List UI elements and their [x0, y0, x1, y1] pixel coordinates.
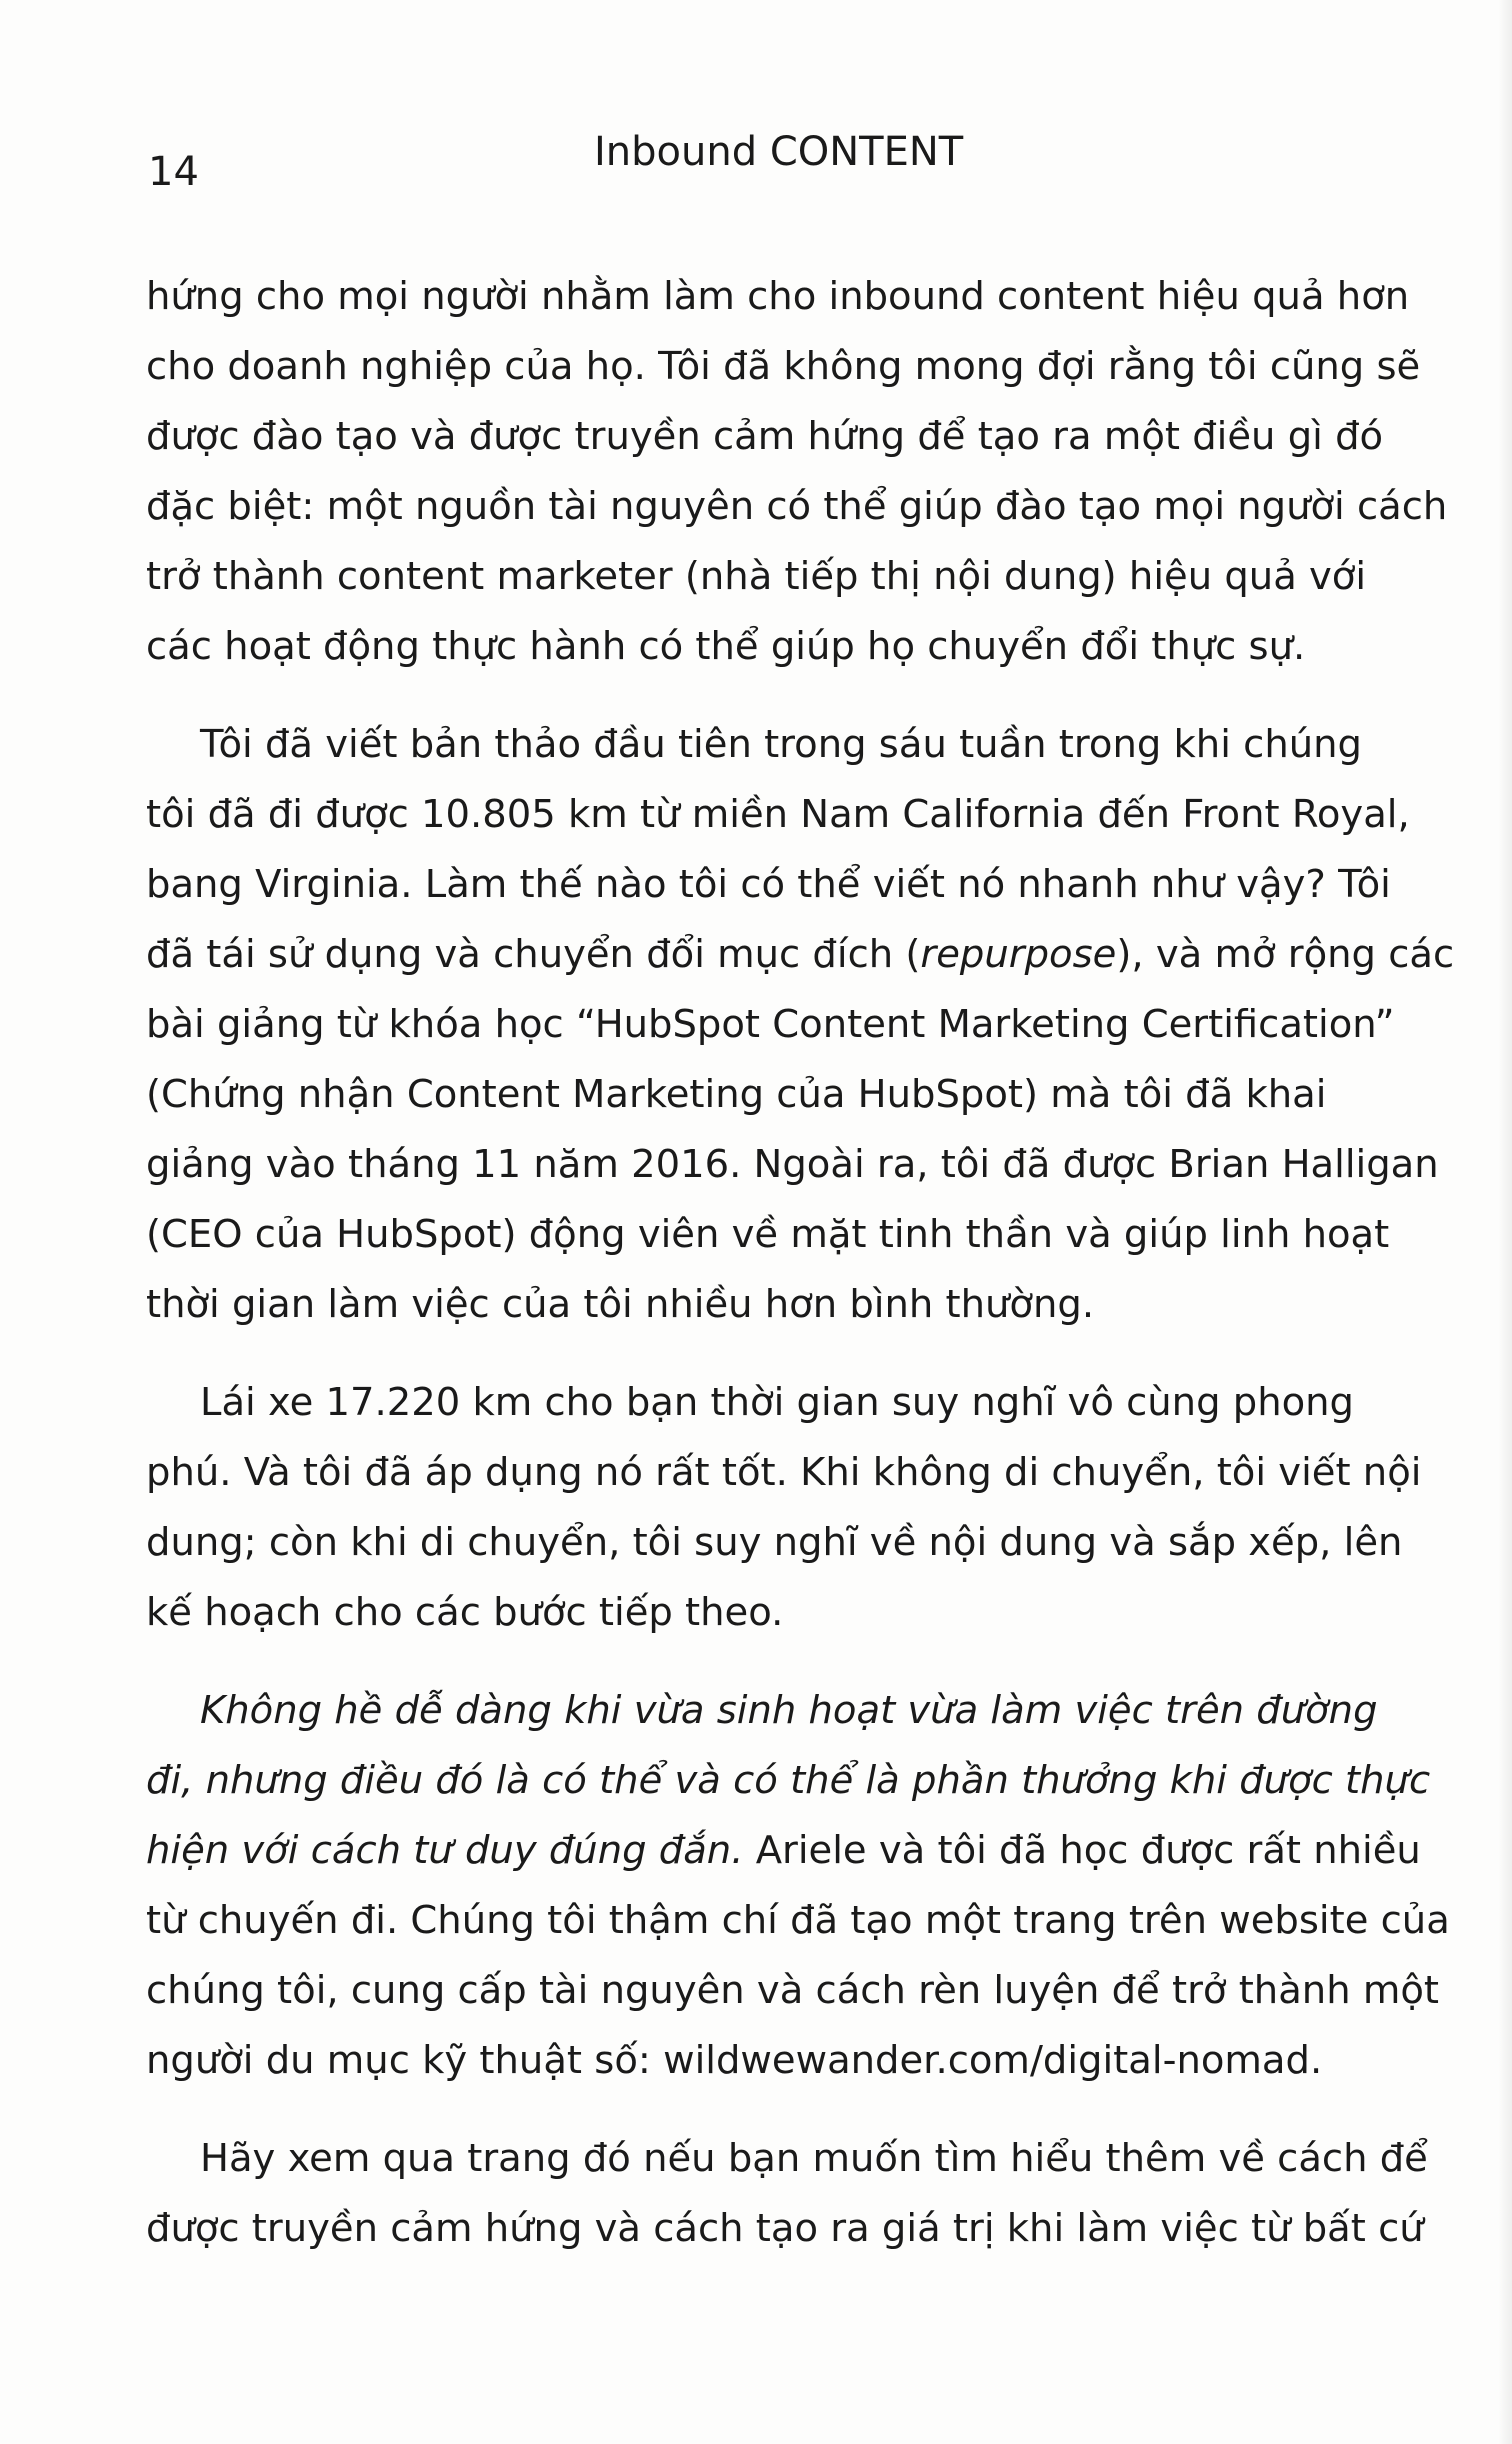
paragraph-4	[146, 1676, 1450, 2096]
text-segment: đã tái sử dụng và chuyển đổi mục đích (	[146, 932, 921, 977]
paragraph-5	[146, 2124, 1428, 2264]
text-line: bài giảng từ khóa học “HubSpot Content Marketing Certification”	[146, 1002, 1395, 1047]
text-line: người du mục kỹ thuật số: wildwewander.com/digital-nomad.	[146, 2038, 1323, 2083]
italic-term: repurpose	[920, 932, 1117, 977]
running-title: Inbound CONTENT	[594, 129, 964, 175]
paragraph-2	[146, 710, 1455, 1340]
text-line: Tôi đã viết bản thảo đầu tiên trong sáu tuần trong khi chúng	[200, 722, 1362, 767]
text-line: dung; còn khi di chuyển, tôi suy nghĩ về nội dung và sắp xếp, lên	[146, 1520, 1403, 1565]
text-segment: Ariele và tôi đã học được rất nhiều	[743, 1828, 1421, 1873]
text-line: kế hoạch cho các bước tiếp theo.	[146, 1590, 784, 1635]
text-line: cho doanh nghiệp của họ. Tôi đã không mong đợi rằng tôi cũng sẽ	[146, 344, 1421, 389]
text-line: được đào tạo và được truyền cảm hứng để tạo ra một điều gì đó	[146, 414, 1384, 459]
italic-segment: hiện với cách tư duy đúng đắn.	[146, 1828, 744, 1873]
paragraph-1	[146, 262, 1448, 682]
text-line: chúng tôi, cung cấp tài nguyên và cách rèn luyện để trở thành một	[146, 1968, 1439, 2013]
text-line: đặc biệt: một nguồn tài nguyên có thể giúp đào tạo mọi người cách	[146, 484, 1448, 529]
text-line: các hoạt động thực hành có thể giúp họ chuyển đổi thực sự.	[146, 624, 1306, 669]
page-edge-shadow	[1498, 0, 1512, 2444]
text-line: tôi đã đi được 10.805 km từ miền Nam California đến Front Royal,	[146, 792, 1410, 837]
text-line: trở thành content marketer (nhà tiếp thị nội dung) hiệu quả với	[146, 554, 1367, 599]
text-line: thời gian làm việc của tôi nhiều hơn bình thường.	[146, 1282, 1095, 1327]
page-number: 14	[148, 149, 199, 195]
paragraph-3	[146, 1368, 1422, 1648]
body-text	[146, 262, 1455, 2264]
text-line: từ chuyến đi. Chúng tôi thậm chí đã tạo một trang trên website của	[146, 1898, 1450, 1943]
italic-line: Không hề dễ dàng khi vừa sinh hoạt vừa làm việc trên đường	[200, 1688, 1378, 1733]
text-line-mixed	[146, 1816, 1421, 1886]
text-line: bang Virginia. Làm thế nào tôi có thể viết nó nhanh như vậy? Tôi	[146, 862, 1391, 907]
text-line: giảng vào tháng 11 năm 2016. Ngoài ra, tôi đã được Brian Halligan	[146, 1142, 1439, 1187]
text-line: Lái xe 17.220 km cho bạn thời gian suy nghĩ vô cùng phong	[200, 1380, 1354, 1425]
text-line: phú. Và tôi đã áp dụng nó rất tốt. Khi không di chuyển, tôi viết nội	[146, 1450, 1422, 1495]
italic-line: đi, nhưng điều đó là có thể và có thể là phần thưởng khi được thực	[146, 1758, 1431, 1803]
text-line: được truyền cảm hứng và cách tạo ra giá trị khi làm việc từ bất cứ	[146, 2206, 1424, 2251]
text-line-mixed	[146, 920, 1455, 990]
text-line: (CEO của HubSpot) động viên về mặt tinh thần và giúp linh hoạt	[146, 1212, 1390, 1257]
text-line: (Chứng nhận Content Marketing của HubSpot) mà tôi đã khai	[146, 1072, 1327, 1117]
text-line: hứng cho mọi người nhằm làm cho inbound content hiệu quả hơn	[146, 274, 1410, 319]
text-line: Hãy xem qua trang đó nếu bạn muốn tìm hiểu thêm về cách để	[200, 2136, 1428, 2181]
text-segment: ), và mở rộng các	[1116, 932, 1455, 977]
